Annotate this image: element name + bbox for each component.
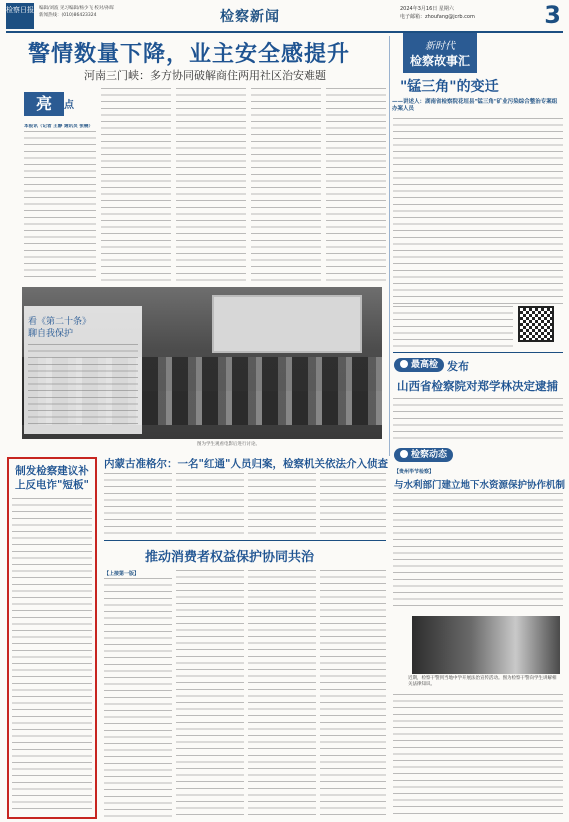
feature-body: [393, 118, 563, 304]
text-block: [248, 473, 316, 537]
text-block: [393, 118, 563, 304]
text-block: [176, 473, 244, 537]
procuratorate-news-tag: 【贵州毕节检察】: [394, 469, 435, 475]
lead-byline: 本报讯（记者 王静 通讯员 张楠）: [24, 124, 94, 129]
header-date-block: [400, 5, 475, 21]
feature-title[interactable]: "锰三角"的变迁: [400, 79, 499, 95]
inner-mongolia-col-3: [248, 473, 316, 537]
section-rule: [104, 540, 386, 541]
page-header: [6, 3, 563, 33]
text-block: [12, 498, 92, 814]
column-divider: [389, 36, 390, 456]
anti-fraud-headline[interactable]: 制发检察建议补上反电诈"短板": [15, 465, 89, 491]
text-block: [248, 570, 316, 818]
qr-code-icon[interactable]: [518, 306, 554, 342]
photo-caption: 图为学生观看电影后进行讨论。: [197, 442, 260, 447]
consumer-col-2: [176, 570, 244, 818]
lead-story-column-4: [251, 88, 321, 284]
text-block: [104, 473, 172, 537]
section-title: 检察新闻: [220, 9, 280, 25]
groundwater-body: [393, 493, 563, 611]
release-label: 发布: [447, 360, 469, 373]
inner-mongolia-col-2: [176, 473, 244, 537]
inner-mongolia-headline[interactable]: 内蒙古准格尔：一名"红通"人员归案，检察机关依法介入侦查: [104, 458, 388, 470]
consumer-headline[interactable]: 推动消费者权益保护协同共治: [145, 550, 315, 565]
text-block: [320, 473, 386, 537]
consumer-col-4: [320, 570, 386, 818]
highlight-badge-suffix: 点: [64, 100, 74, 111]
emblem-icon: [400, 450, 408, 458]
issue-date: 2024年3月16日 星期六: [400, 6, 454, 12]
header-meta: [39, 5, 114, 19]
inner-mongolia-col-4: [320, 473, 386, 537]
consumer-col-3: [248, 570, 316, 818]
groundwater-headline[interactable]: 与水利部门建立地下水资源保护协作机制: [394, 480, 566, 491]
hotline-line: 新闻热线：(010)86423324: [39, 13, 97, 18]
arrest-body: [393, 398, 563, 444]
anti-fraud-body: [12, 498, 92, 814]
page-number: 3: [544, 1, 561, 29]
contact-email[interactable]: 电子邮箱：zhoufang@jcrb.com: [400, 14, 475, 20]
arrest-headline[interactable]: 山西省检察院对郑学林决定逮捕: [397, 379, 558, 393]
text-block: [251, 88, 321, 284]
text-block: [24, 131, 96, 281]
school-visit-caption: 近期，检察干警到当地中学开展法治宣传活动。图为检察干警向学生讲解相关法律知识。: [408, 676, 557, 687]
section-rule: [393, 352, 563, 353]
overlay-body: [28, 344, 138, 428]
lead-story-column-3: [176, 88, 246, 284]
lead-headline[interactable]: 警情数量下降，业主安全感提升: [28, 42, 351, 67]
highlight-badge: 亮: [24, 92, 64, 116]
emblem-icon: [400, 360, 408, 368]
lead-subhead: 河南三门峡：多方协同破解商住两用社区治安难题: [84, 69, 326, 82]
feature-masthead: [403, 33, 477, 73]
text-block: [104, 578, 172, 818]
consumer-right-column: [393, 694, 563, 818]
text-block: [101, 88, 171, 284]
feature-subtitle: ——讲述人：湖南省检察院花垣县"锰三角"矿业污染综合整治专案组办案人员: [392, 99, 558, 112]
school-visit-photo: [412, 616, 560, 674]
projection-screen: [212, 295, 362, 353]
lead-story-column-5: [326, 88, 386, 284]
text-block: [393, 398, 563, 444]
overlay-title-line1: 看《第二十条》: [28, 317, 92, 327]
feature-body-end: [393, 306, 513, 352]
procuratorate-news-badge-label: 检察动态: [411, 450, 448, 460]
consumer-col-1: [104, 578, 172, 818]
newspaper-logo: 检察日报: [6, 3, 34, 29]
inner-mongolia-col-1: [104, 473, 172, 537]
editor-line: 编辑/刘波 见习编辑/杨少飞 校对/孙晖: [39, 6, 114, 11]
text-block: [176, 88, 246, 284]
header-rule: [6, 31, 563, 33]
overlay-title-line2: 聊自我保护: [28, 329, 74, 339]
feature-masthead-line1: 新时代: [425, 41, 455, 52]
lead-story-column-1: [24, 124, 96, 284]
highest-procuratorate-badge: [394, 358, 444, 372]
highest-procuratorate-badge-label: 最高检: [411, 360, 439, 370]
text-block: [393, 306, 513, 352]
overlay-title: [28, 316, 91, 340]
text-block: [28, 344, 138, 428]
text-block: [320, 570, 386, 818]
feature-masthead-line2: 检察故事汇: [409, 54, 470, 68]
consumer-continued-tag: 【上接第一版】: [104, 571, 140, 577]
procuratorate-news-badge: [394, 448, 453, 462]
text-block: [176, 570, 244, 818]
lead-story-column-2: [101, 88, 171, 284]
text-block: [326, 88, 386, 284]
text-block: [393, 493, 563, 611]
text-block: [393, 694, 563, 818]
